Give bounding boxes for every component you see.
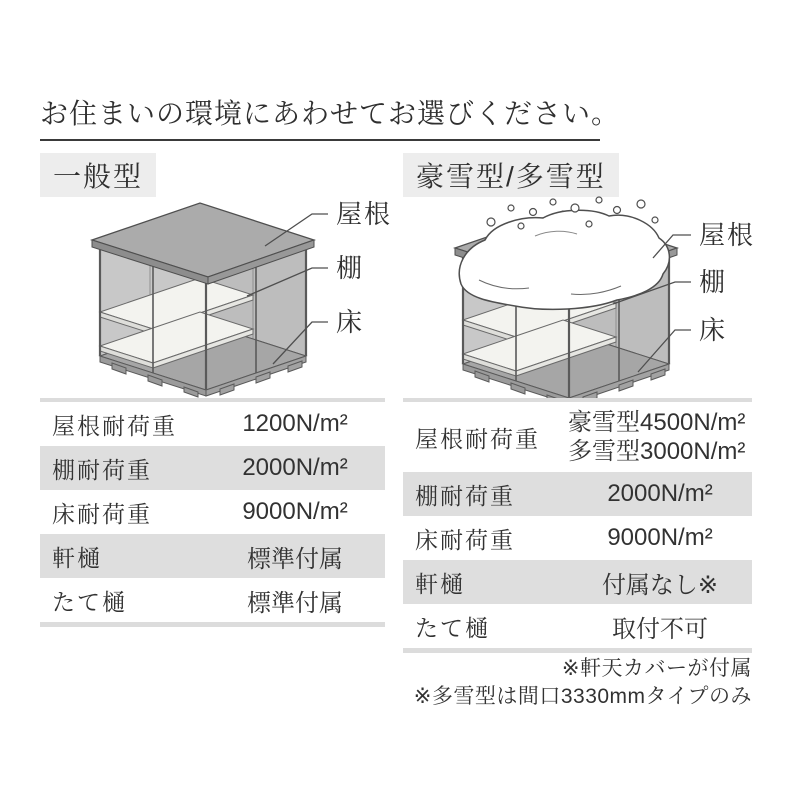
row-value-line: 豪雪型4500N/m² bbox=[568, 409, 746, 436]
row-value bbox=[568, 408, 752, 466]
table-row bbox=[403, 472, 752, 516]
row-label: 軒樋 bbox=[415, 570, 465, 597]
row-value: 2000N/m² bbox=[242, 454, 348, 481]
row-label: たて樋 bbox=[52, 588, 127, 615]
row-value: 1200N/m² bbox=[242, 410, 348, 437]
table-row bbox=[403, 560, 752, 604]
page-title: お住まいの環境にあわせてお選びください。 bbox=[40, 98, 621, 129]
row-label: たて樋 bbox=[415, 614, 490, 641]
table-row bbox=[40, 578, 385, 622]
footnotes bbox=[403, 655, 752, 711]
row-label: 棚耐荷重 bbox=[52, 456, 152, 483]
table-row bbox=[40, 490, 385, 534]
table-row bbox=[40, 446, 385, 490]
table-row bbox=[40, 534, 385, 578]
row-label: 床耐荷重 bbox=[52, 500, 152, 527]
callout-shelf-label: 棚 bbox=[336, 253, 365, 283]
table-row bbox=[40, 402, 385, 446]
shed-drawing-general bbox=[92, 203, 314, 397]
footnote-line: ※軒天カバーが付属 bbox=[561, 657, 752, 680]
row-label: 床耐荷重 bbox=[415, 526, 515, 553]
row-value: 9000N/m² bbox=[607, 524, 713, 551]
callout-shelf-label: 棚 bbox=[699, 267, 728, 297]
row-value: 2000N/m² bbox=[607, 480, 713, 507]
row-value-line: 多雪型3000N/m² bbox=[568, 438, 746, 465]
row-value: 付属なし※ bbox=[601, 571, 719, 599]
row-value: 9000N/m² bbox=[242, 498, 348, 525]
row-value: 取付不可 bbox=[612, 615, 708, 643]
spec-table-general bbox=[40, 398, 385, 627]
callout-floor-label: 床 bbox=[699, 315, 728, 345]
callout-roof-label: 屋根 bbox=[336, 199, 393, 229]
callout-roof-label: 屋根 bbox=[699, 220, 756, 250]
callout-floor-label: 床 bbox=[336, 307, 365, 337]
section-header-general: 一般型 bbox=[40, 153, 156, 197]
spec-table-heavy-snow bbox=[403, 398, 752, 653]
table-row bbox=[403, 402, 752, 472]
row-value: 標準付属 bbox=[247, 589, 343, 617]
table-row bbox=[403, 516, 752, 560]
row-value: 標準付属 bbox=[247, 545, 343, 573]
section-header-heavy-snow: 豪雪型/多雪型 bbox=[403, 153, 619, 197]
table-row bbox=[403, 604, 752, 648]
snow-cap bbox=[459, 197, 669, 309]
row-label: 軒樋 bbox=[52, 544, 102, 571]
title-underline bbox=[40, 139, 600, 141]
shed-illustration-general bbox=[40, 198, 392, 398]
row-label: 棚耐荷重 bbox=[415, 482, 515, 509]
footnote-line: ※多雪型は間口3330mmタイプのみ bbox=[413, 685, 752, 708]
row-label: 屋根耐荷重 bbox=[52, 412, 177, 439]
row-label: 屋根耐荷重 bbox=[415, 425, 540, 452]
shed-illustration-heavy-snow bbox=[403, 196, 755, 408]
